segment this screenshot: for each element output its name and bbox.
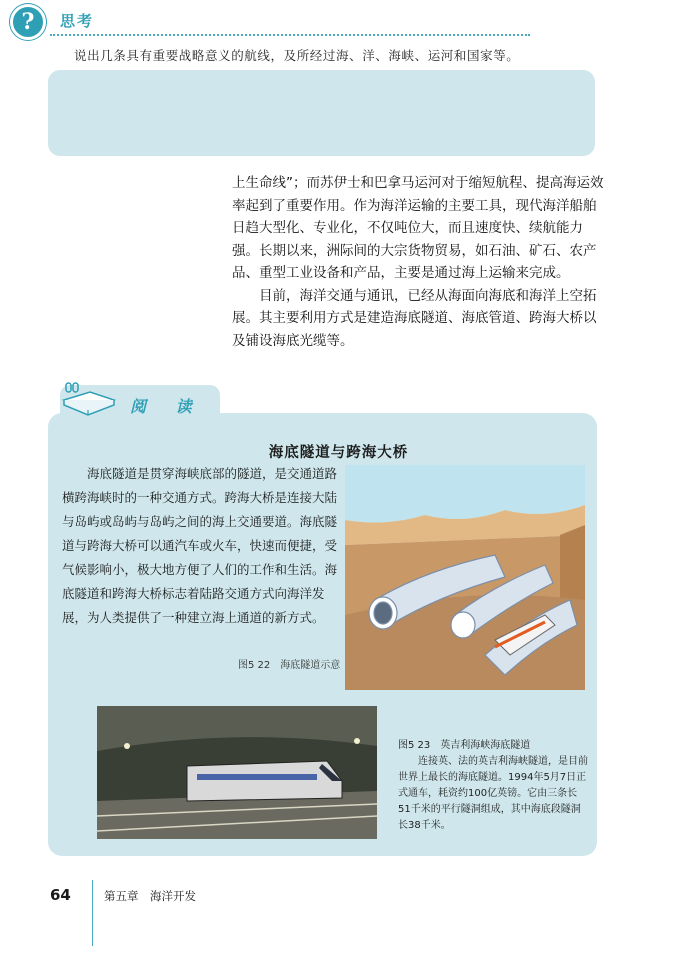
figure-23-body: 连接英、法的英吉利海峡隧道，是目前世界上最长的海底隧道。1994年5月7日正式通车，耗资约100亿英镑。它由三条长51千米的平行隧洞组成，其中海底段隧洞长38千米。 <box>398 756 588 831</box>
chapter-title: 第五章 海洋开发 <box>104 889 196 903</box>
book-icon <box>60 380 116 416</box>
footer-divider <box>92 880 93 946</box>
reading-heading: 海底隧道与跨海大桥 <box>268 445 409 461</box>
reading-paragraph: 海底隧道是贯穿海峡底部的隧道，是交通道路横跨海峡时的一种交通方式。跨海大桥是连接大陆与岛屿或岛屿与岛屿之间的海上交通要道。海底隧道与跨海大桥可以通汽车或火车，快速而便捷，受气候影响小，极大地方便了人们的工作和生活。海底隧道和跨海大桥标志着陆路交通方式向海洋发展，为人类提供了一种建立海上通道的新方式。 <box>62 466 338 625</box>
main-text <box>232 172 604 352</box>
figure-23-title: 图5 23 英吉利海峡海底隧道 <box>398 740 531 751</box>
question-mark-icon: ? <box>10 4 46 40</box>
figure-22-caption: 图5 22 海底隧道示意 <box>238 660 341 671</box>
figure-23-caption <box>398 738 588 834</box>
reading-body <box>62 462 344 630</box>
think-question: 说出几条具有重要战略意义的航线，及所经过海、洋、海峡、运河和国家等。 <box>74 48 520 63</box>
dotted-divider <box>50 34 530 36</box>
tunnel-train-photo <box>97 706 377 839</box>
tunnel-illustration <box>345 465 585 690</box>
main-paragraph-2: 目前，海洋交通与通讯，已经从海面向海底和海洋上空拓展。其主要利用方式是建造海底隧道、海底管道、跨海大桥以及铺设海底光缆等。 <box>232 287 597 349</box>
think-title: 思考 <box>60 12 95 30</box>
main-paragraph-1: 上生命线”；而苏伊士和巴拿马运河对于缩短航程、提高海运效率起到了重要作用。作为海洋运输的主要工具，现代海洋船舶日趋大型化、专业化，不仅吨位大，而且速度快、续航能力强。长期以来，洲际间的大宗货物贸易，如石油、矿石、农产品、重型工业设备和产品，主要是通过海上运输来完成。 <box>232 175 604 281</box>
page-number: 64 <box>50 886 71 904</box>
reading-title: 阅 读 <box>130 397 204 416</box>
think-box <box>48 70 595 156</box>
